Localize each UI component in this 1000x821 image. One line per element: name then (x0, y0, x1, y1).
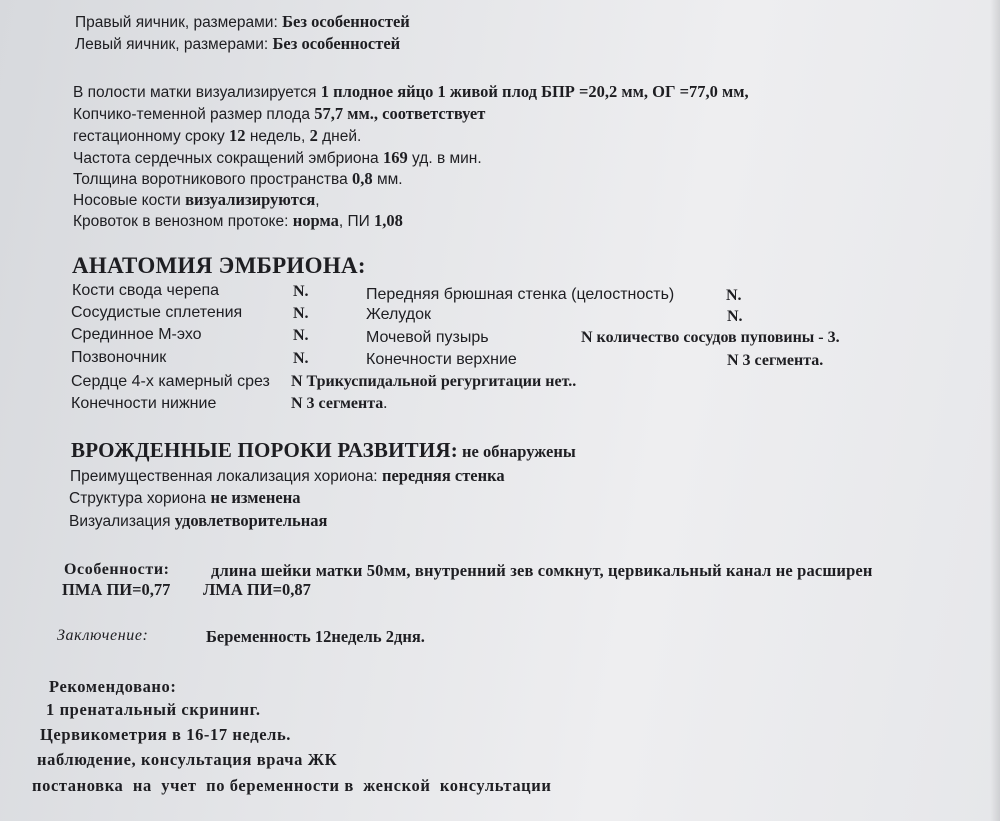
left-ovary-value: Без особенностей (272, 34, 401, 53)
fetal-line-1 (73, 82, 749, 103)
fetal-line-4 (73, 148, 482, 169)
anatomy-value-lower-limbs-dot: . (383, 395, 388, 412)
pi-label: , ПИ (338, 213, 370, 230)
pi-value: 1,08 (374, 211, 403, 230)
anatomy-value-upper-limbs: N 3 сегмента. (727, 352, 824, 369)
crl-value: 57,7 мм., соответствует (314, 104, 486, 123)
crl-label: Копчико-теменной размер плода (73, 106, 310, 123)
anatomy-value-plexus: N. (293, 305, 309, 322)
fetal-line-1-text: В полости матки визуализируется (73, 84, 317, 101)
anatomy-label-stomach: Желудок (366, 306, 431, 323)
anatomy-value-spine: N. (293, 350, 309, 367)
nuchal-value: 0,8 (352, 169, 373, 188)
fetal-line-1-bold: 1 плодное яйцо 1 живой плод БПР =20,2 мм, ОГ =77,0 мм, (320, 82, 749, 101)
defects-value: не обнаружены (462, 442, 576, 461)
chorion-location-value: передняя стенка (381, 466, 505, 485)
nuchal-unit: мм. (376, 171, 403, 188)
anatomy-value-bladder: N количество сосудов пуповины - 3. (581, 329, 840, 346)
nasal-bones-value: визуализируются (185, 190, 316, 209)
anatomy-heading: АНАТОМИЯ ЭМБРИОНА: (72, 253, 366, 278)
fetal-line-5 (73, 169, 403, 190)
chorion-structure-line (69, 488, 300, 509)
recommendations-label: Рекомендовано: (49, 677, 177, 696)
anatomy-label-bladder: Мочевой пузырь (366, 329, 489, 346)
anatomy-value-skull: N. (293, 283, 309, 300)
anatomy-value-heart: N Трикуспидальной регургитации нет.. (291, 373, 577, 390)
anatomy-label-lower-limbs: Конечности нижние (71, 395, 217, 412)
visualization-label: Визуализация (69, 513, 171, 530)
nuchal-label: Толщина воротникового пространства (73, 171, 348, 188)
anatomy-value-lower-limbs-line (291, 394, 387, 414)
lma-value: ЛМА ПИ=0,87 (203, 580, 311, 599)
fetal-line-6 (73, 190, 320, 211)
visualization-value: удовлетворительная (174, 511, 328, 530)
anatomy-label-abdominal-wall: Передняя брюшная стенка (целостность) (366, 286, 675, 303)
gest-weeks-unit: недель, (249, 128, 306, 145)
anatomy-value-midline: N. (293, 327, 309, 344)
anatomy-value-abdominal-wall: N. (726, 287, 742, 304)
nasal-bones-comma: , (315, 192, 320, 209)
anatomy-label-plexus: Сосудистые сплетения (71, 304, 243, 321)
recommendation-item: постановка на учет по беременности в женской консультации (32, 776, 552, 795)
gest-weeks-value: 12 (229, 126, 246, 145)
conclusion-value: Беременность 12недель 2дня. (206, 627, 425, 646)
heart-rate-unit: уд. в мин. (412, 150, 482, 167)
visualization-line (69, 511, 327, 532)
right-ovary-value: Без особенностей (282, 12, 410, 31)
anatomy-value-stomach: N. (727, 308, 743, 325)
fetal-line-2 (73, 104, 485, 125)
anatomy-label-midline: Срединное М-эхо (71, 326, 202, 343)
anatomy-label-spine: Позвоночник (71, 349, 167, 366)
chorion-structure-label: Структура хориона (69, 490, 207, 507)
left-ovary-label: Левый яичник, размерами: (75, 36, 269, 53)
paper-edge-shadow (990, 0, 1000, 821)
ductus-value: норма (292, 211, 339, 230)
fetal-line-7 (73, 211, 403, 232)
pma-value: ПМА ПИ=0,77 (62, 580, 171, 599)
ductus-label: Кровоток в венозном протоке: (73, 213, 289, 230)
features-value: длина шейки матки 50мм, внутренний зев сомкнут, цервикальный канал не расширен (211, 561, 873, 580)
right-ovary-line (75, 12, 410, 33)
features-label: Особенности: (64, 561, 170, 578)
anatomy-value-lower-limbs: N 3 сегмента (291, 395, 384, 412)
recommendation-item: 1 пренатальный скрининг. (46, 700, 261, 719)
recommendation-item: наблюдение, консультация врача ЖК (37, 750, 338, 769)
left-ovary-line (75, 34, 400, 55)
heart-rate-label: Частота сердечных сокращений эмбриона (73, 150, 379, 167)
gest-age-label: гестационному сроку (73, 128, 225, 145)
gest-days-value: 2 (309, 126, 318, 145)
defects-heading: ВРОЖДЕННЫЕ ПОРОКИ РАЗВИТИЯ: (71, 438, 458, 462)
right-ovary-label: Правый яичник, размерами: (75, 14, 278, 31)
fetal-line-3 (73, 126, 361, 147)
anatomy-label-upper-limbs: Конечности верхние (366, 351, 517, 368)
anatomy-label-heart: Сердце 4-х камерный срез (71, 373, 270, 390)
chorion-structure-value: не изменена (210, 488, 301, 507)
recommendation-item: Цервикометрия в 16-17 недель. (40, 725, 292, 744)
chorion-location-label: Преимущественная локализация хориона: (70, 468, 378, 485)
nasal-bones-label: Носовые кости (73, 192, 181, 209)
gest-days-unit: дней. (322, 128, 362, 145)
heart-rate-value: 169 (382, 148, 408, 167)
defects-line (71, 437, 576, 463)
conclusion-label: Заключение: (57, 627, 149, 644)
anatomy-label-skull: Кости свода черепа (72, 282, 220, 299)
chorion-location-line (70, 466, 505, 487)
